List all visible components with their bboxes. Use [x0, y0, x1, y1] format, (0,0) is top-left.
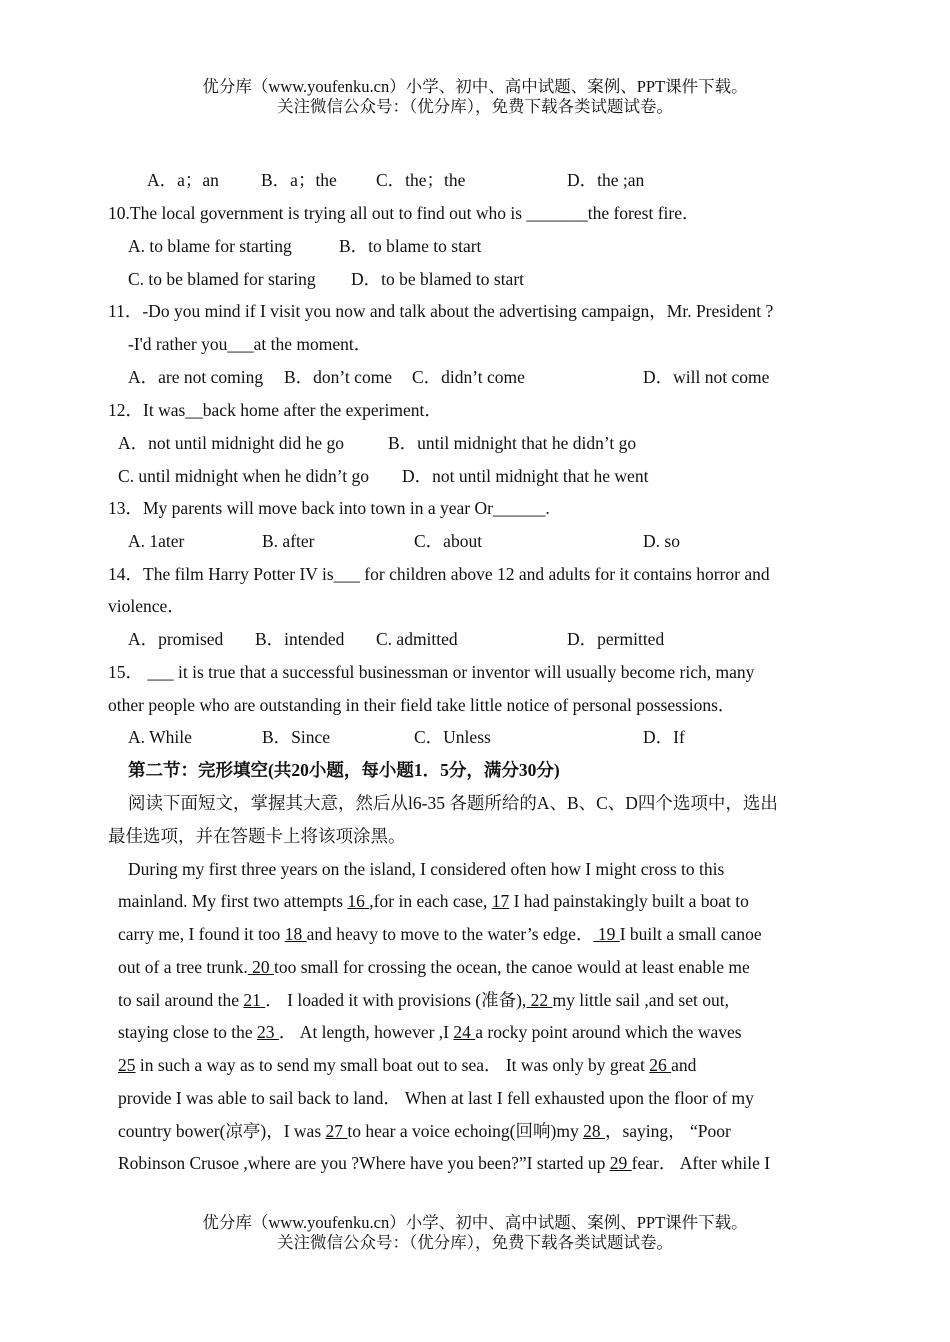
blank-26: 26 [649, 1055, 672, 1075]
passage-line-5: to sail around the 21 ． I loaded it with provisions (准备), 22 my little sail ,and set out, [118, 990, 729, 1010]
q15-option-a: A. While [128, 727, 192, 747]
header-line-2: 关注微信公众号：（优分库），免费下载各类试题试卷。 [277, 97, 673, 116]
q9-option-c: C．the；the [376, 170, 466, 190]
q11-option-c: C．didn’t come [412, 367, 525, 387]
passage-line-7: 25 in such a way as to send my small boat out to sea． It was only by great 26 and [118, 1055, 697, 1075]
q15-stem: 15． ___ it is true that a successful businessman or inventor will usually become rich, many [108, 662, 755, 682]
q14-option-d: D．permitted [567, 629, 665, 649]
footer-line-1: 优分库（www.youfenku.cn）小学、初中、高中试题、案例、PPT课件下载。 [202, 1213, 748, 1232]
q11-option-a: A．are not coming [128, 367, 264, 387]
q10-option-c: C. to be blamed for staring [128, 269, 316, 289]
q13-option-b: B. after [262, 531, 315, 551]
passage-line-3: carry me, I found it too 18 and heavy to move to the water’s edge． 19 I built a small canoe [118, 924, 762, 944]
footer-line-2: 关注微信公众号：（优分库），免费下载各类试题试卷。 [277, 1233, 673, 1252]
blank-25: 25 [118, 1055, 136, 1075]
passage-line-1: During my first three years on the island, I considered often how I might cross to this [128, 859, 725, 879]
q11-option-d: D．will not come [643, 367, 770, 387]
q14-option-c: C. admitted [376, 629, 458, 649]
q15-option-d: D．If [643, 727, 685, 747]
q11-stem: 11．-Do you mind if I visit you now and talk about the advertising campaign，Mr. President ? [108, 301, 774, 321]
q13-option-c: C．about [414, 531, 483, 551]
passage-line-6: staying close to the 23 ． At length, however ,I 24 a rocky point around which the waves [118, 1022, 742, 1042]
q15-option-c: C．Unless [414, 727, 491, 747]
q10-option-d: D．to be blamed to start [351, 269, 525, 289]
passage-line-9: country bower(凉亭)，I was 27 to hear a voice echoing(回响)my 28 ，saying， “Poor [118, 1121, 731, 1141]
q12-option-a: A．not until midnight did he go [118, 433, 345, 453]
blank-27: 27 [325, 1121, 348, 1141]
page-header [0, 77, 950, 117]
passage-line-8: provide I was able to sail back to land． When at last I fell exhausted upon the floor of my [118, 1088, 754, 1108]
q9-option-a: A．a；an [147, 170, 219, 190]
blank-21: 21 [243, 990, 266, 1010]
passage-line-2: mainland. My first two attempts 16 ,for in each case, 17 I had painstakingly built a boat to [118, 891, 749, 911]
q13-stem: 13．My parents will move back into town in a year Or______. [108, 498, 550, 518]
blank-24: 24 [453, 1022, 476, 1042]
q15-option-b: B．Since [262, 727, 331, 747]
q11-stem-2: -I'd rather you___at the moment． [128, 334, 372, 354]
passage-line-10: Robinson Crusoe ,where are you ?Where have you been?”I started up 29 fear． After while I [118, 1153, 771, 1173]
q10-option-b: B．to blame to start [339, 236, 482, 256]
q15-stem-2: other people who are outstanding in their field take little notice of personal possessions． [108, 695, 736, 715]
q9-option-b: B．a；the [261, 170, 337, 190]
q11-option-b: B．don’t come [284, 367, 393, 387]
blank-28: 28 [583, 1121, 605, 1141]
blank-18: 18 [284, 924, 307, 944]
blank-23: 23 [257, 1022, 279, 1042]
section2-instruction-1: 阅读下面短文，掌握其大意，然后从l6-35 各题所给的A、B、C、D四个选项中，选出 [128, 793, 778, 813]
q13-option-a: A. 1ater [128, 531, 185, 551]
q10-option-a: A. to blame for starting [128, 236, 292, 256]
blank-19: 19 [593, 924, 620, 944]
header-line-1: 优分库（www.youfenku.cn）小学、初中、高中试题、案例、PPT课件下载。 [202, 77, 748, 96]
page-footer [0, 1213, 950, 1253]
q10-stem: 10.The local government is trying all out to find out who is _______the forest fire． [108, 203, 700, 223]
blank-17: 17 [491, 891, 510, 911]
q14-option-a: A．promised [128, 629, 224, 649]
q12-option-d: D．not until midnight that he went [402, 466, 649, 486]
section2-instruction-2: 最佳选项，并在答题卡上将该项涂黑。 [108, 826, 406, 846]
q14-option-b: B．intended [255, 629, 345, 649]
blank-16: 16 [347, 891, 370, 911]
q14-stem: 14．The film Harry Potter IV is___ for children above 12 and adults for it contains horror and [108, 564, 770, 584]
blank-22: , 22 [521, 990, 553, 1010]
q12-option-b: B．until midnight that he didn’t go [388, 433, 637, 453]
blank-20: 20 [247, 957, 274, 977]
blank-29: 29 [609, 1153, 632, 1173]
passage-line-4: out of a tree trunk. 20 too small for crossing the ocean, the canoe would at least enable me [118, 957, 750, 977]
q9-option-d: D．the ;an [567, 170, 645, 190]
q14-stem-2: violence． [108, 596, 185, 616]
q12-stem: 12．It was__back home after the experiment． [108, 400, 442, 420]
q12-option-c: C. until midnight when he didn’t go [118, 466, 369, 486]
q13-option-d: D. so [643, 531, 680, 551]
section2-title: 第二节：完形填空(共20小题，每小题1．5分，满分30分) [128, 760, 560, 780]
